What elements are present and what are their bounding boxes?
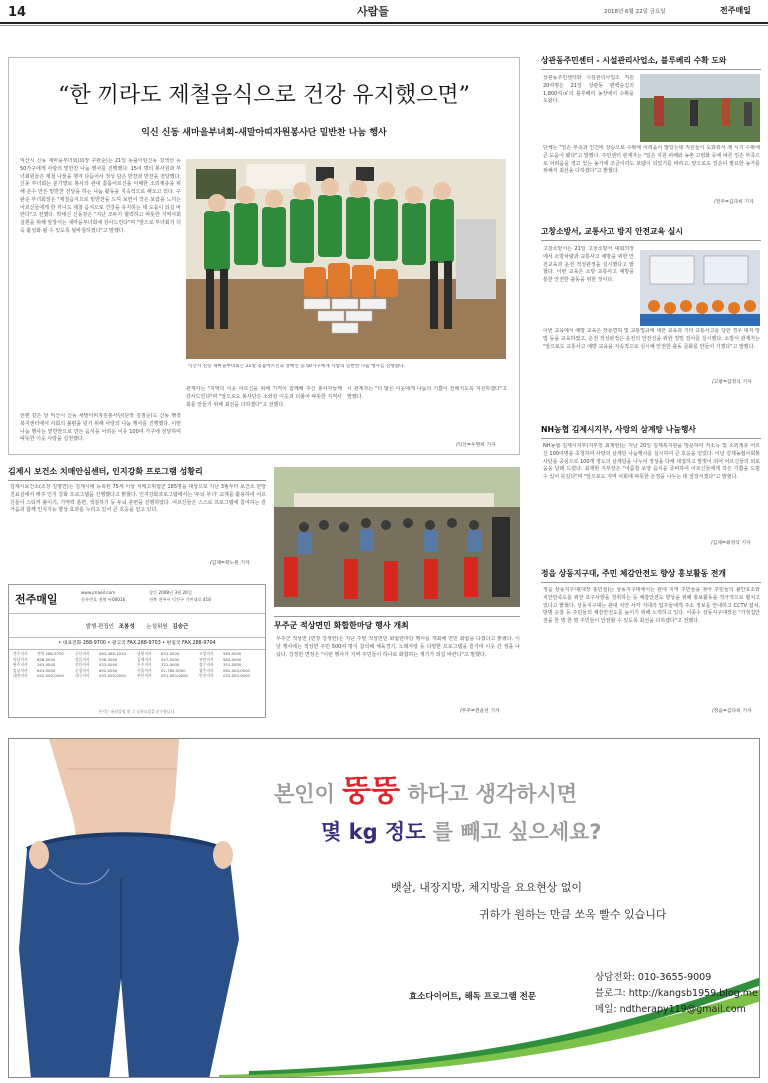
gochang-headline: 고창소방서, 교통사고 방지 안전교육 실시 — [541, 227, 683, 236]
group-volunteers-photo — [186, 159, 506, 359]
bureau-cell: 부안지사 — [199, 656, 214, 662]
outdoor-event-photo — [274, 467, 520, 607]
bureau-row — [13, 673, 261, 679]
bureau-cell: 서울지사 — [137, 667, 152, 673]
masthead-box-staff — [9, 623, 265, 631]
bureau-cell: 062-000-0000 — [223, 667, 250, 673]
rule — [541, 582, 761, 583]
dementia-headline: 김제시 보건소 치매안심센터, 인지강화 프로그램 성황리 — [8, 467, 203, 476]
blueberry-body: 단체는 "일손 부족과 인건비 상승으로 수확에 어려움이 많았는데 직원들이 도와줘서 제 시기 수확에 큰 도움이 됐다"고 말했다. 주민센터 관계자는 "일손 지원 피해와 농촌 고령화 등에 따른 일손 부족으로 어려움을 겪고 있는 농가에 조금이라도 보탬이 되었기를 바라고, 앞으로도 일손이 필요한 농가를 위해서 최선을 다하겠다"고 밝혔다. — [543, 145, 760, 175]
ad-program: 효소다이어트, 해독 프로그램 전문 — [409, 992, 537, 1002]
bureau-cell: 263-0000 — [37, 662, 56, 667]
bureau-cell: 051-000-0000 — [161, 673, 188, 678]
rule — [541, 240, 761, 241]
blueberry-photo — [640, 74, 760, 142]
bureau-cell: 전북 288-9700 — [37, 651, 64, 656]
page-number: 14 — [8, 5, 27, 20]
ad-box — [8, 738, 760, 1078]
bureau-cell: 563-0000 — [223, 651, 242, 656]
masthead-box-reg: 등록번호 전북 아00016 — [81, 597, 126, 602]
masthead-box-address: 전북 전주시 덕진구 기린대로 418 — [149, 597, 211, 602]
bureau-cell: 631-0000 — [161, 651, 180, 656]
blueberry-farm-photo — [640, 74, 760, 142]
blueberry-intro: 상관동주민센터와 시설관리사업소 직원 20여명은 21일 상관동 편백숲길의 1,800여㎡의 블루베리 농장에서 수확을 도왔다. — [543, 75, 634, 105]
bureau-cell: 장수지사 — [199, 662, 214, 667]
nh-byline: /김제=최영식 기자 — [711, 541, 751, 546]
bureau-cell: 전주지사 — [13, 651, 28, 656]
bureau-cell: 순창지사 — [75, 667, 90, 673]
ad-blog: 블로그: http://kangsb1959.blog.me — [595, 988, 758, 999]
feature-col2: 한편 같은 날 익산시 신동 새말아띠자원봉사단(단장 김점순)도 신동 행정복지센터에서 사회의 불편을 덜기 위해 사랑의 나눔 행사를 진행했다. 이번 나눔 행사는 밑반찬으로 만든 음식을 어려운 이웃 100여 가구에 전달하며 따뜻한 이웃 사랑을 실천했다. — [20, 413, 181, 443]
gochang-photo — [640, 250, 760, 326]
event-photo — [274, 467, 520, 607]
nh-headline: NH농협 김제시지부, 사랑의 삼계탕 나눔행사 — [541, 425, 696, 434]
bureau-cell: 02-780-0000 — [161, 667, 186, 673]
ad-headline-1c: 하다고 생각하시면 — [400, 782, 578, 806]
dementia-body: 김제시보건소(소장 김병연)는 김제시에 등록된 75세 이상 치매고위험군 185명을 대상으로 지난 3월부터 보건소 한방진료실에서 매주 인지 강화 프로그램을 진행했다고 밝혔다. 인지강화프로그램에서는 '두뇌 부녀' 교재를 활용하여 어르신들이 스티커 붙이기, 기억력 훈련, 색칠하기 등 두뇌 훈련을 진행하였다. 어르신들은 스스로 프로그램에 참여하는 즐거움과 함께 인지기능 향상 효과를 누리고 있어 큰 호응을 얻고 있다. — [10, 484, 266, 514]
ad-headline-2a: 몇 kg 정도 — [321, 820, 426, 844]
bureau-table — [13, 651, 261, 679]
rule — [541, 69, 761, 70]
masthead-box-phones: • 대표전화 288-9700 • 광고국 FAX.288-9703 • 편집국 FAX.288-9704 — [9, 637, 265, 650]
bureau-cell: 무주지사 — [137, 662, 152, 667]
bureau-cell: 인천지사 — [199, 673, 214, 678]
issue-date: 2018년 6월 22일 금요일 — [604, 9, 666, 15]
bureau-cell: 완주지사 — [13, 662, 28, 667]
ad-headline-2b: 를 빼고 싶으세요? — [425, 820, 602, 844]
bureau-cell: 643-0000 — [37, 667, 56, 673]
event-byline: /무주=전윤선 기자 — [460, 709, 500, 714]
bureau-cell: 진안지사 — [75, 662, 90, 667]
bureau-cell: 군산지사 — [75, 651, 90, 656]
bureau-cell: 광주지사 — [199, 667, 214, 673]
feature-byline: /익산=우명희 기자 — [456, 443, 496, 448]
masthead-box-url: www.jmaeil.com — [81, 590, 116, 595]
safety-training-photo — [640, 250, 760, 326]
feature-col3: 관계자는 "지역의 이웃 어르신을 위해 기꺼이 함께해 주신 봉사자들께 감사드린다"며 "앞으로도 봉사단은 소외된 이웃과 더불어 따뜻한 지역사회를 만들기 위해 최선을 다하겠다"고 전했다. — [186, 386, 342, 408]
bureau-cell: 대구지사 — [75, 673, 90, 678]
bureau-cell: 남원지사 — [137, 651, 152, 656]
bureau-cell: 고창지사 — [199, 651, 214, 656]
bureau-cell: 433-0000 — [99, 662, 118, 667]
feature-headline: “한 끼라도 제철음식으로 건강 유지했으면” — [58, 83, 470, 108]
feature-photo-caption: 익산시 신동 새마을부녀회는 21일 홀몸어르신과 장애인 등 50가구에게 사랑의 밑반찬 나눔 행사를 진행했다. — [188, 364, 406, 369]
sangdong-body: 정읍 상동지구대(대장 홍민철)는 상동지구대에서는 관내 지역 주민들을 찾아 주민들의 불안요소와 치안만족도를 위한 요구사항을 청취하는 등 체감안전도 향상을 위해 홍보활동을 적극적으로 펼치고 있다고 밝혔다. 상동지구대는 관내 치안 사각 지대의 업주들에게 주소 정보를 안내하고 CCTV 설치, 방범 순찰 등 주민들의 체감안전도를 높이기 위해 노력하고 있다. 이종수 상동지구대장은 "가정집안전을 한 명 한 명 주민들이 안전할 수 있도록 최선을 다하겠다"고 전했다. — [543, 587, 760, 624]
nh-body: NH농협 김제시지부(지부장 최재현)는 지난 20일 김제복지관을 방문하여 저소득 및 소외계층 어르신 100여명을 초청하여 사랑의 삼계탕 나눔행사를 실시하여 큰 호응을 얻었다. 이날 김제농협사회봉사단을 중심으로 100개 정도의 삼계탕을 나누어 정성을 다해 대접하고 말벗이 되어 어르신들의 외로움을 달래 드렸다. 최재현 지부장은 "여름철 보양 음식을 준비하여 어르신들에게 작은 기쁨을 드릴 수 있어 뜻깊다"며 "앞으로도 지역 사회에 따뜻한 온정을 나누는 데 앞장서겠다"고 밝혔다. — [543, 443, 760, 480]
masthead-box — [8, 584, 266, 718]
rule — [274, 616, 520, 617]
bureau-cell: 652-0000 — [99, 667, 118, 673]
blueberry-headline: 상관동주민센터 - 시설관리사업소, 블루베리 수확 도와 — [541, 56, 727, 65]
bureau-cell: 351-0000 — [223, 662, 242, 667]
ad-email: 메일: ndtherapy119@gmail.com — [595, 1004, 746, 1015]
bureau-cell: 584-0000 — [223, 656, 242, 662]
rule — [8, 480, 266, 481]
ad-line-3: 뱃살, 내장지방, 체지방을 요요현상 없이 — [391, 881, 582, 894]
gochang-body: 이번 교육에서 예방 교육은 장롱면허 및 교통법규에 대한 교육과 기타 교통사고를 당한 경우 대처 방법 등을 교육하였고, 운전 적성판정은 운전의 안전성을 위한 정밀 검사를 실시했다. 소방서 관계자는 "앞으로도 교통사고 예방 교육을 지속적으로 실시해 안전한 출동 문화를 만들어 가겠다"고 말했다. — [543, 328, 760, 350]
masthead-box-footer: 본지는 윤리강령 및 그 실천요강을 준수합니다. — [98, 709, 176, 714]
sangdong-headline: 정읍 상동지구대, 주민 체감안전도 향상 홍보활동 전개 — [541, 569, 726, 578]
blueberry-byline: /전주=김다희 기자 — [714, 200, 754, 205]
ad-line-4: 귀하가 원하는 만큼 쏘옥 빨수 있습니다 — [479, 908, 667, 921]
rule — [541, 438, 761, 439]
bureau-cell: 익산지사 — [13, 656, 28, 662]
bureau-cell: 053-000-0000 — [99, 673, 126, 678]
bureau-cell: 부산지사 — [137, 673, 152, 678]
gochang-byline: /고창=김정식 기자 — [712, 380, 752, 385]
bureau-cell: 547-0000 — [161, 656, 180, 662]
editor-name: 김승근 — [172, 624, 189, 630]
feature-subheadline: 익신 신동 새마을부녀회-새말아띠자원봉사단 밑반찬 나눔 행사 — [141, 128, 387, 138]
ad-headline-1a: 본인이 — [274, 782, 343, 806]
event-body: 무주군 적상면 (면장 강정란)은 지난 주말 적상면민 화합한마당 행사를 개최해 면민 화합을 다졌다고 밝혔다. 이날 행사에는 적상면 주민 500여 명이 참석해 체육경기, 노래자랑 등 다양한 프로그램을 즐기며 이웃 간 정을 나눴다. 강정란 면장은 "이번 행사가 지역 주민들이 하나로 화합하는 계기가 되길 바란다"고 말했다. — [276, 636, 520, 658]
ad-headline-1 — [274, 769, 577, 814]
bureau-cell: 042-000-0000 — [37, 673, 64, 678]
dementia-byline: /김제=곽노원 기자 — [210, 561, 250, 566]
bureau-cell: 536-0000 — [99, 656, 118, 662]
gochang-intro: 고창소방서는 21일 고창소방서 대회의장에서 소방차량과 교통사고 예방을 위한 안전교육과 운전 적성판정을 실시했다고 밝혔다. 이번 교육은 소방 교통사고 예방을 통한 안전한 출동을 위한 것이다. — [543, 246, 634, 283]
bureau-cell: 김제지사 — [137, 656, 152, 662]
ad-headline-1b: 뚱뚱 — [342, 774, 401, 809]
publisher-label: 발행·편집인 — [85, 624, 114, 630]
bureau-cell: 322-0000 — [161, 662, 180, 667]
bureau-cell: 정읍지사 — [75, 656, 90, 662]
ad-headline-2 — [321, 817, 602, 849]
publisher-name: 조봉성 — [118, 624, 135, 630]
sangdong-byline: /정읍=김다희 기자 — [712, 709, 752, 714]
feature-photo — [186, 159, 506, 359]
bureau-cell: 063-466-1010 — [99, 651, 126, 656]
ad-phone: 상담전화: 010-3655-9009 — [595, 972, 712, 983]
editor-label: 논설위원 — [146, 624, 168, 630]
bureau-cell: 임실지사 — [13, 667, 28, 673]
header-rule-thin — [0, 25, 768, 26]
bureau-cell: 032-000-0000 — [223, 673, 250, 678]
bureau-cell: 858-0000 — [37, 656, 56, 662]
masthead-logo: 전주매일 — [720, 6, 751, 15]
event-headline: 무주군 적상면민 화합한마당 행사 개최 — [274, 621, 409, 630]
masthead-box-title: 전주매일 — [15, 593, 58, 606]
section-title: 사람들 — [357, 5, 389, 18]
feature-col4: 시 관계자는 "더 많은 이웃에게 나눔의 기쁨이 전해지도록 지원하겠다"고 말했다. — [347, 386, 507, 400]
bureau-cell: 대전지사 — [13, 673, 28, 678]
masthead-box-founded: 창간 2008년 3월 26일 — [149, 590, 192, 595]
feature-col1: 익산시 신동 새마을부녀회(회장 구완순)는 21일 동출이틴신동 강색선 등 50가구에게 사랑의 밑반찬 나눔 행사를 진행했다. 15여 명의 봉사원과 부녀회원들은 제철 나물을 챙겨 다듬어서 정성 담은 반찬과 반찬을 전달했다. 신동 부녀회는 분기별로 봉사의 관내 홀몸어르신을 이해한 소외계층을 위해 손수 만든 밑반찬 전달을 하는 나눔 활동을 지속적으로 해오고 있다. 구완순 부녀회장은 "제철음식으로 밑반찬을 드셔 보면서 작은 보람을 느끼는 어르신들에게 한 끼니도 제철 음식으로 건강을 유지하는 데 도움이 되길 바란다"고 전했다. 박태신 신동장은 "지난 모두가 협력하고 따뜻한 지역사회 실현을 위해 앞장서는 새마을부녀회에 감사드린다"며 "앞으로 부녀회가 더욱 활성화 될 수 있도록 뒷바침하겠다"고 말했다. — [20, 158, 181, 234]
header-rule — [0, 22, 768, 24]
